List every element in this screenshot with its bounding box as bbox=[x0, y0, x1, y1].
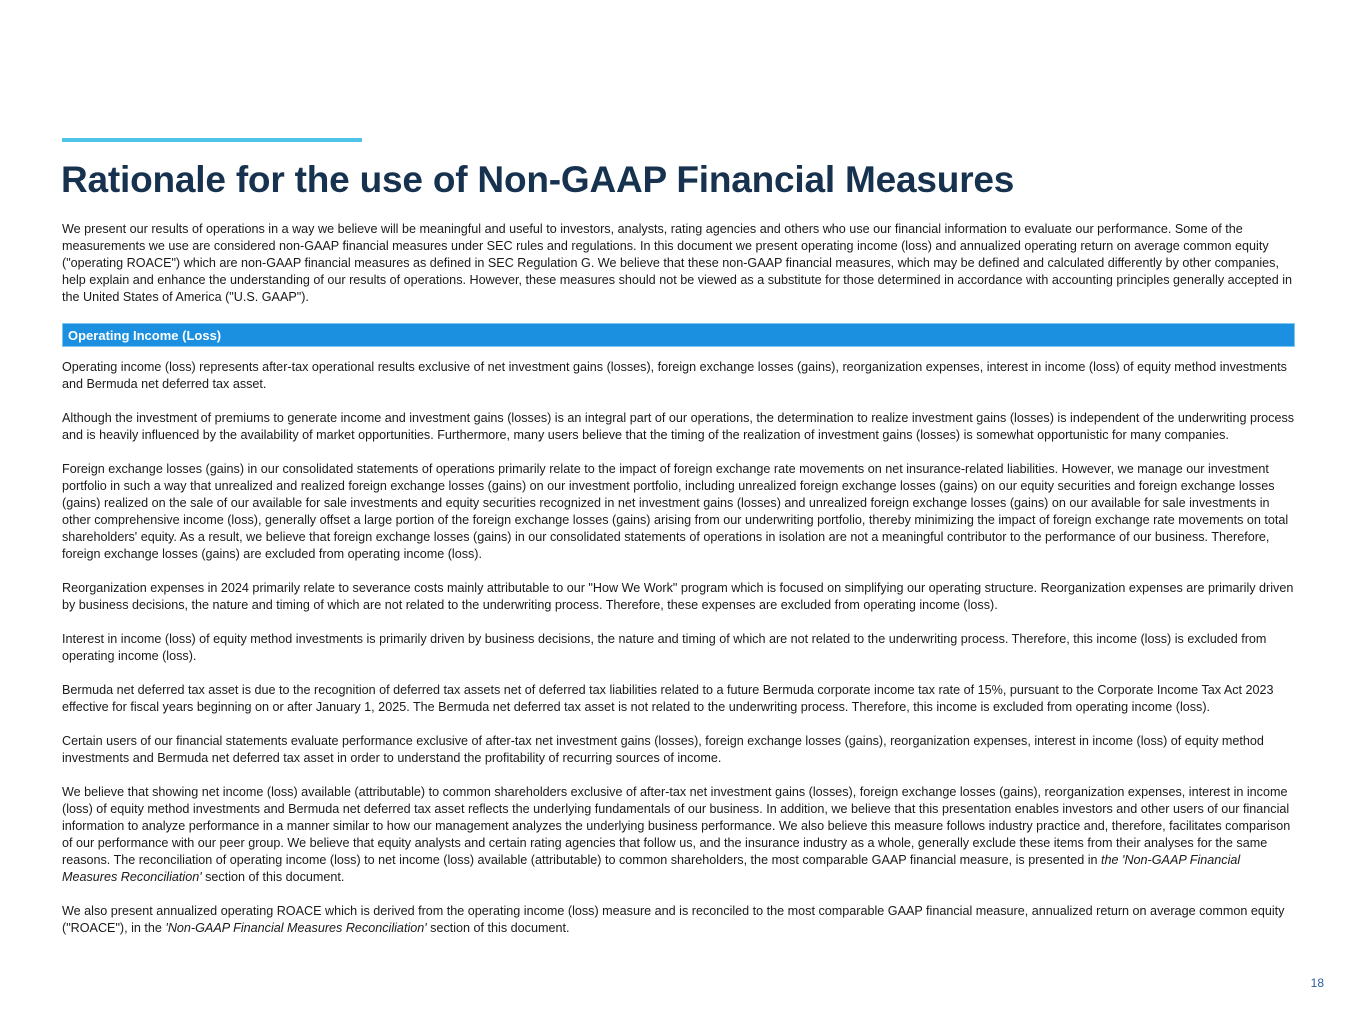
paragraph-reorganization: Reorganization expenses in 2024 primarily relate to severance costs mainly attributable to our "How We Work" program which is focused on simplifying our operating structure. Reorganization expenses are primarily driven by business decisions, the nature and timing of which are not related to the underwriting process. Therefore, these expenses are excluded from operating income (loss). bbox=[62, 581, 1294, 612]
page-title: Rationale for the use of Non-GAAP Financial Measures bbox=[61, 159, 1015, 200]
paragraph-equity-method: Interest in income (loss) of equity method investments is primarily driven by business decisions, the nature and timing of which are not related to the underwriting process. Therefore, this income (loss) is excluded from operating income (loss). bbox=[62, 632, 1267, 663]
paragraph-fundamentals bbox=[62, 784, 1295, 886]
reconciliation-reference-roace: 'Non-GAAP Financial Measures Reconciliation' bbox=[165, 921, 427, 935]
paragraph-definition: Operating income (loss) represents after-tax operational results exclusive of net investment gains (losses), foreign exchange losses (gains), reorganization expenses, interest in income (loss) of equity method investments and Bermuda net deferred tax asset. bbox=[62, 360, 1287, 391]
paragraph-bermuda-tax: Bermuda net deferred tax asset is due to the recognition of deferred tax assets net of deferred tax liabilities related to a future Bermuda corporate income tax rate of 15%, pursuant to the Corporate Income Tax Act 2023 effective for fiscal years beginning on or after January 1, 2025. The Bermuda net deferred tax asset is not related to the underwriting process. Therefore, this income is excluded from operating income (loss). bbox=[62, 683, 1274, 714]
paragraph-roace-tail: section of this document. bbox=[426, 921, 570, 935]
paragraph-roace bbox=[62, 903, 1295, 937]
reconciliation-reference: the 'Non-GAAP Financial Measures Reconciliation' bbox=[62, 853, 1241, 884]
paragraph-investment-gains: Although the investment of premiums to generate income and investment gains (losses) is an integral part of our operations, the determination to realize investment gains (losses) is independent of the underwriting process and is heavily influenced by the availability of market opportunities. Furthermore, many users believe that the timing of the realization of investment gains (losses) is somewhat opportunistic for many companies. bbox=[62, 411, 1295, 442]
paragraph-foreign-exchange: Foreign exchange losses (gains) in our consolidated statements of operations primarily relate to the impact of foreign exchange rate movements on net insurance-related liabilities. However, we manage our investment portfolio in such a way that unrealized and realized foreign exchange losses (gains) on our investment portfolio, including unrealized foreign exchange losses (gains) on our equity securities and foreign exchange losses (gains) realized on the sale of our available for sale investments and equity securities recognized in net investment gains (losses) and unrealized foreign exchange losses (gains) on our available for sale investments in other comprehensive income (loss), generally offset a large portion of the foreign exchange losses (gains) arising from our underwriting portfolio, thereby minimizing the impact of foreign exchange rate movements on total shareholders' equity. As a result, we believe that foreign exchange losses (gains) in our consolidated statements of operations in isolation are not a meaningful contributor to the performance of our business. Therefore, foreign exchange losses (gains) are excluded from operating income (loss). bbox=[62, 462, 1289, 561]
paragraph-roace-text: We also present annualized operating ROACE which is derived from the operating income (loss) measure and is reconciled to the most comparable GAAP financial measure, annualized return on average common equity ("ROACE"), in the bbox=[62, 904, 1285, 935]
title-accent-bar bbox=[62, 138, 362, 142]
page-content bbox=[62, 221, 1295, 954]
paragraph-certain-users: Certain users of our financial statements evaluate performance exclusive of after-tax net investment gains (losses), foreign exchange losses (gains), reorganization expenses, interest in income (loss) of equity method investments and Bermuda net deferred tax asset in order to understand the profitability of recurring sources of income. bbox=[62, 734, 1264, 765]
paragraph-fundamentals-text: We believe that showing net income (loss) available (attributable) to common shareholders exclusive of after-tax net investment gains (losses), foreign exchange losses (gains), reorganization expenses, interest in income (loss) of equity method investments and Bermuda net deferred tax asset reflects the underlying fundamentals of our business. In addition, we believe that this presentation enables investors and other users of our financial information to analyze performance in a manner similar to how our management analyzes the underlying business performance. We also believe this measure follows industry practice and, therefore, facilitates comparison of our performance with our peer group. We believe that equity analysts and certain rating agencies that follow us, and the insurance industry as a whole, generally exclude these items from their analyses for the same reasons. The reconciliation of operating income (loss) to net income (loss) available (attributable) to common shareholders, the most comparable GAAP financial measure, is presented in bbox=[62, 785, 1291, 867]
section-header-operating-income: Operating Income (Loss) bbox=[62, 323, 1295, 347]
paragraph-fundamentals-tail: section of this document. bbox=[201, 870, 345, 884]
intro-paragraph: We present our results of operations in a way we believe will be meaningful and useful to investors, analysts, rating agencies and others who use our financial information to evaluate our performance. Some of the measurements we use are considered non-GAAP financial measures under SEC rules and regulations. In this document we present operating income (loss) and annualized operating return on average common equity ("operating ROACE") which are non-GAAP financial measures as defined in SEC Regulation G. We believe that these non-GAAP financial measures, which may be defined and calculated differently by other companies, help explain and enhance the understanding of our results of operations. However, these measures should not be viewed as a substitute for those determined in accordance with accounting principles generally accepted in the United States of America ("U.S. GAAP"). bbox=[62, 222, 1293, 304]
page-number: 18 bbox=[1310, 976, 1324, 990]
